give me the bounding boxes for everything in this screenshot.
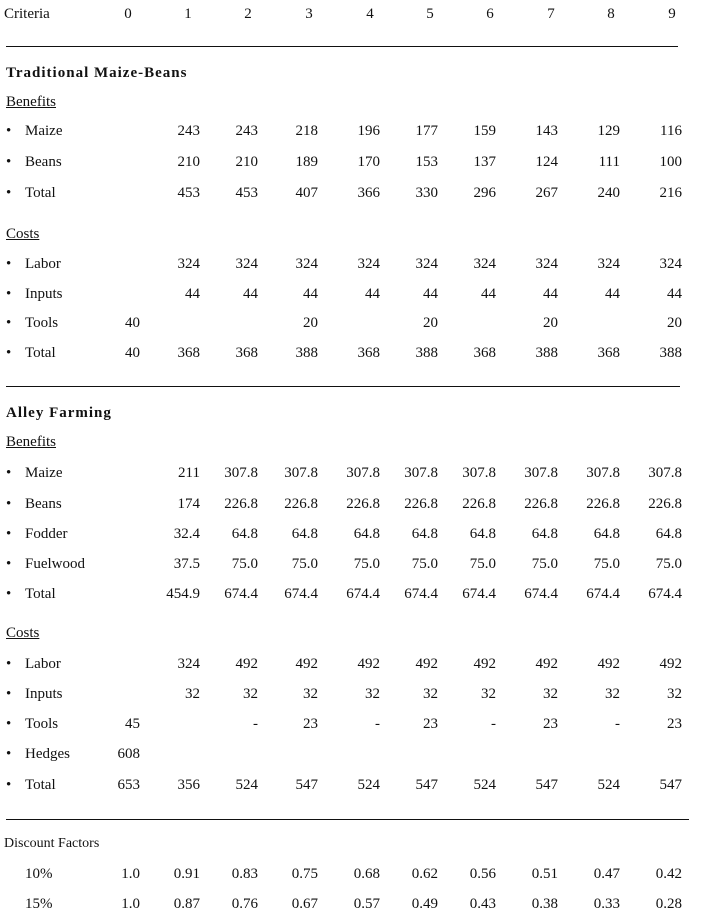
- table-cell: 307.8: [524, 465, 558, 481]
- table-cell: -: [615, 716, 620, 732]
- table-cell: 674.4: [224, 586, 258, 602]
- table-cell: 524: [357, 777, 380, 793]
- table-cell: 492: [473, 656, 496, 672]
- row-label: Total: [25, 185, 56, 201]
- table-cell: 75.0: [231, 556, 258, 572]
- table-cell: 0.75: [291, 866, 318, 882]
- table-cell: 388: [535, 345, 558, 361]
- table-cell: 0.49: [411, 896, 438, 912]
- table-cell: 366: [357, 185, 380, 201]
- table-cell: 307.8: [586, 465, 620, 481]
- row-label: Inputs: [25, 686, 63, 702]
- table-cell: 64.8: [411, 526, 438, 542]
- bullet-icon: •: [6, 345, 12, 361]
- table-cell: 492: [659, 656, 682, 672]
- table-cell: 111: [598, 154, 620, 170]
- table-cell: 137: [473, 154, 496, 170]
- table-cell: 674.4: [284, 586, 318, 602]
- row-label: Fodder: [25, 526, 68, 542]
- table-cell: 32.4: [173, 526, 200, 542]
- table-cell: 324: [177, 656, 200, 672]
- divider: [6, 386, 680, 387]
- row-label: Maize: [25, 465, 63, 481]
- table-cell: 211: [178, 465, 200, 481]
- table-cell: 608: [117, 746, 140, 762]
- bullet-icon: •: [6, 686, 12, 702]
- table-cell: 23: [423, 716, 438, 732]
- table-cell: 524: [597, 777, 620, 793]
- table-cell: 75.0: [353, 556, 380, 572]
- row-label: Tools: [25, 716, 59, 732]
- bullet-icon: •: [6, 746, 12, 762]
- table-cell: 44: [303, 286, 318, 302]
- costs-label: Costs: [6, 226, 40, 242]
- table-cell: 240: [597, 185, 620, 201]
- table-cell: 243: [235, 123, 258, 139]
- row-label: Beans: [25, 496, 62, 512]
- table-cell: 226.8: [284, 496, 318, 512]
- criteria-header: Criteria: [4, 6, 50, 22]
- bullet-icon: •: [6, 656, 12, 672]
- table-cell: -: [491, 716, 496, 732]
- table-cell: 124: [535, 154, 558, 170]
- year-header: 1: [184, 6, 192, 22]
- table-cell: 210: [177, 154, 200, 170]
- table-cell: 267: [535, 185, 558, 201]
- table-cell: 20: [303, 315, 318, 331]
- table-cell: 64.8: [469, 526, 496, 542]
- table-cell: 0.33: [593, 896, 620, 912]
- table-cell: 23: [543, 716, 558, 732]
- table-cell: 324: [235, 256, 258, 272]
- table-cell: 307.8: [462, 465, 496, 481]
- table-cell: 407: [295, 185, 318, 201]
- bullet-icon: •: [6, 716, 12, 732]
- table-cell: 0.68: [353, 866, 380, 882]
- table-cell: 44: [365, 286, 380, 302]
- table-cell: 0.56: [469, 866, 496, 882]
- table-cell: 226.8: [404, 496, 438, 512]
- table-cell: 368: [235, 345, 258, 361]
- row-label: Total: [25, 345, 56, 361]
- table-cell: 307.8: [346, 465, 380, 481]
- bullet-icon: •: [6, 465, 12, 481]
- table-cell: 388: [659, 345, 682, 361]
- table-cell: 75.0: [531, 556, 558, 572]
- table-cell: 44: [423, 286, 438, 302]
- bullet-icon: •: [6, 315, 12, 331]
- table-cell: 153: [415, 154, 438, 170]
- benefits-label: Benefits: [6, 94, 56, 110]
- table-cell: 0.62: [411, 866, 438, 882]
- table-cell: 324: [659, 256, 682, 272]
- table-cell: 492: [295, 656, 318, 672]
- table-cell: 64.8: [531, 526, 558, 542]
- table-cell: 674.4: [586, 586, 620, 602]
- table-cell: 0.76: [231, 896, 258, 912]
- table-cell: 368: [177, 345, 200, 361]
- table-cell: 75.0: [411, 556, 438, 572]
- table-cell: 75.0: [593, 556, 620, 572]
- table-cell: 674.4: [648, 586, 682, 602]
- year-header: 9: [668, 6, 676, 22]
- table-cell: 0.57: [353, 896, 380, 912]
- table-cell: 64.8: [231, 526, 258, 542]
- table-cell: 492: [415, 656, 438, 672]
- costs-label: Costs: [6, 625, 40, 641]
- table-cell: 674.4: [462, 586, 496, 602]
- table-cell: 356: [177, 777, 200, 793]
- table-cell: 32: [605, 686, 620, 702]
- row-label: Beans: [25, 154, 62, 170]
- table-cell: 64.8: [655, 526, 682, 542]
- table-cell: 20: [543, 315, 558, 331]
- section-title-alley: Alley Farming: [6, 405, 112, 421]
- table-cell: 388: [415, 345, 438, 361]
- table-cell: 547: [415, 777, 438, 793]
- table-cell: 0.51: [531, 866, 558, 882]
- table-cell: 0.67: [291, 896, 318, 912]
- row-label: 10%: [25, 866, 53, 882]
- table-cell: -: [375, 716, 380, 732]
- year-header: 4: [366, 6, 374, 22]
- row-label: 15%: [25, 896, 53, 912]
- table-cell: 64.8: [593, 526, 620, 542]
- table-cell: 524: [235, 777, 258, 793]
- table-cell: 44: [605, 286, 620, 302]
- table-cell: 0.87: [173, 896, 200, 912]
- table-cell: 324: [473, 256, 496, 272]
- table-cell: 547: [659, 777, 682, 793]
- table-cell: 44: [481, 286, 496, 302]
- table-cell: 492: [357, 656, 380, 672]
- table-cell: 23: [303, 716, 318, 732]
- table-cell: 0.83: [231, 866, 258, 882]
- table-cell: 324: [597, 256, 620, 272]
- table-cell: 177: [415, 123, 438, 139]
- table-cell: 674.4: [346, 586, 380, 602]
- table-cell: 143: [535, 123, 558, 139]
- row-label: Total: [25, 586, 56, 602]
- table-cell: 170: [357, 154, 380, 170]
- row-label: Maize: [25, 123, 63, 139]
- table-cell: 524: [473, 777, 496, 793]
- table-cell: 75.0: [469, 556, 496, 572]
- bullet-icon: •: [6, 185, 12, 201]
- bullet-icon: •: [6, 586, 12, 602]
- table-cell: 0.38: [531, 896, 558, 912]
- table-cell: 216: [659, 185, 682, 201]
- table-cell: 37.5: [173, 556, 200, 572]
- table-cell: 75.0: [655, 556, 682, 572]
- table-cell: 547: [535, 777, 558, 793]
- table-cell: 32: [185, 686, 200, 702]
- divider: [6, 819, 689, 820]
- table-cell: 40: [125, 345, 140, 361]
- table-cell: 23: [667, 716, 682, 732]
- table-cell: 388: [295, 345, 318, 361]
- table-cell: 32: [365, 686, 380, 702]
- table-cell: 32: [543, 686, 558, 702]
- table-cell: 20: [667, 315, 682, 331]
- table-cell: 0.91: [173, 866, 200, 882]
- table-cell: 159: [473, 123, 496, 139]
- discount-title: Discount Factors: [4, 836, 100, 851]
- table-cell: 368: [597, 345, 620, 361]
- table-cell: 324: [415, 256, 438, 272]
- table-cell: 129: [597, 123, 620, 139]
- table-cell: 0.47: [593, 866, 620, 882]
- table-cell: 307.8: [224, 465, 258, 481]
- table-cell: 674.4: [404, 586, 438, 602]
- table-cell: 324: [535, 256, 558, 272]
- benefits-label: Benefits: [6, 434, 56, 450]
- table-cell: 307.8: [648, 465, 682, 481]
- table-cell: 547: [295, 777, 318, 793]
- table-cell: 218: [295, 123, 318, 139]
- table-cell: 368: [357, 345, 380, 361]
- table-cell: 196: [357, 123, 380, 139]
- table-cell: 226.8: [462, 496, 496, 512]
- bullet-icon: •: [6, 256, 12, 272]
- table-cell: 32: [481, 686, 496, 702]
- table-cell: -: [253, 716, 258, 732]
- table-cell: 324: [177, 256, 200, 272]
- table-cell: 116: [660, 123, 682, 139]
- table-cell: 454.9: [166, 586, 200, 602]
- table-cell: 1.0: [121, 896, 140, 912]
- year-header: 6: [486, 6, 494, 22]
- table-cell: 44: [243, 286, 258, 302]
- bullet-icon: •: [6, 154, 12, 170]
- year-header: 8: [607, 6, 615, 22]
- table-cell: 296: [473, 185, 496, 201]
- row-label: Labor: [25, 656, 61, 672]
- table-cell: 0.28: [655, 896, 682, 912]
- table-cell: 226.8: [224, 496, 258, 512]
- table-cell: 453: [177, 185, 200, 201]
- table-cell: 226.8: [524, 496, 558, 512]
- table-cell: 226.8: [648, 496, 682, 512]
- table-cell: 40: [125, 315, 140, 331]
- table-cell: 189: [295, 154, 318, 170]
- row-label: Hedges: [25, 746, 70, 762]
- row-label: Inputs: [25, 286, 63, 302]
- table-cell: 1.0: [121, 866, 140, 882]
- bullet-icon: •: [6, 123, 12, 139]
- year-header: 3: [305, 6, 313, 22]
- bullet-icon: •: [6, 556, 12, 572]
- row-label: Tools: [25, 315, 59, 331]
- table-cell: 307.8: [284, 465, 318, 481]
- table-cell: 0.43: [469, 896, 496, 912]
- table-cell: 210: [235, 154, 258, 170]
- table-cell: 100: [659, 154, 682, 170]
- table-cell: 44: [543, 286, 558, 302]
- bullet-icon: •: [6, 286, 12, 302]
- year-header: 7: [547, 6, 555, 22]
- year-header: 5: [426, 6, 434, 22]
- row-label: Total: [25, 777, 56, 793]
- table-cell: 226.8: [346, 496, 380, 512]
- row-label: Labor: [25, 256, 61, 272]
- table-cell: 32: [667, 686, 682, 702]
- bullet-icon: •: [6, 526, 12, 542]
- table-cell: 226.8: [586, 496, 620, 512]
- year-header: 2: [244, 6, 252, 22]
- table-cell: 64.8: [353, 526, 380, 542]
- table-cell: 32: [303, 686, 318, 702]
- bullet-icon: •: [6, 496, 12, 512]
- table-cell: 45: [125, 716, 140, 732]
- table-cell: 174: [177, 496, 200, 512]
- table-cell: 653: [117, 777, 140, 793]
- table-cell: 324: [357, 256, 380, 272]
- row-label: Fuelwood: [25, 556, 85, 572]
- table-cell: 32: [423, 686, 438, 702]
- table-cell: 44: [185, 286, 200, 302]
- table-cell: 64.8: [291, 526, 318, 542]
- table-cell: 674.4: [524, 586, 558, 602]
- bullet-icon: •: [6, 777, 12, 793]
- table-cell: 492: [597, 656, 620, 672]
- table-cell: 492: [235, 656, 258, 672]
- table-cell: 20: [423, 315, 438, 331]
- table-cell: 492: [535, 656, 558, 672]
- table-cell: 453: [235, 185, 258, 201]
- table-cell: 368: [473, 345, 496, 361]
- divider: [6, 46, 678, 47]
- year-header: 0: [124, 6, 132, 22]
- section-title-traditional: Traditional Maize-Beans: [6, 65, 188, 81]
- table-cell: 44: [667, 286, 682, 302]
- table-cell: 243: [177, 123, 200, 139]
- table-cell: 324: [295, 256, 318, 272]
- table-cell: 32: [243, 686, 258, 702]
- table-cell: 0.42: [655, 866, 682, 882]
- table-cell: 75.0: [291, 556, 318, 572]
- table-cell: 330: [415, 185, 438, 201]
- table-cell: 307.8: [404, 465, 438, 481]
